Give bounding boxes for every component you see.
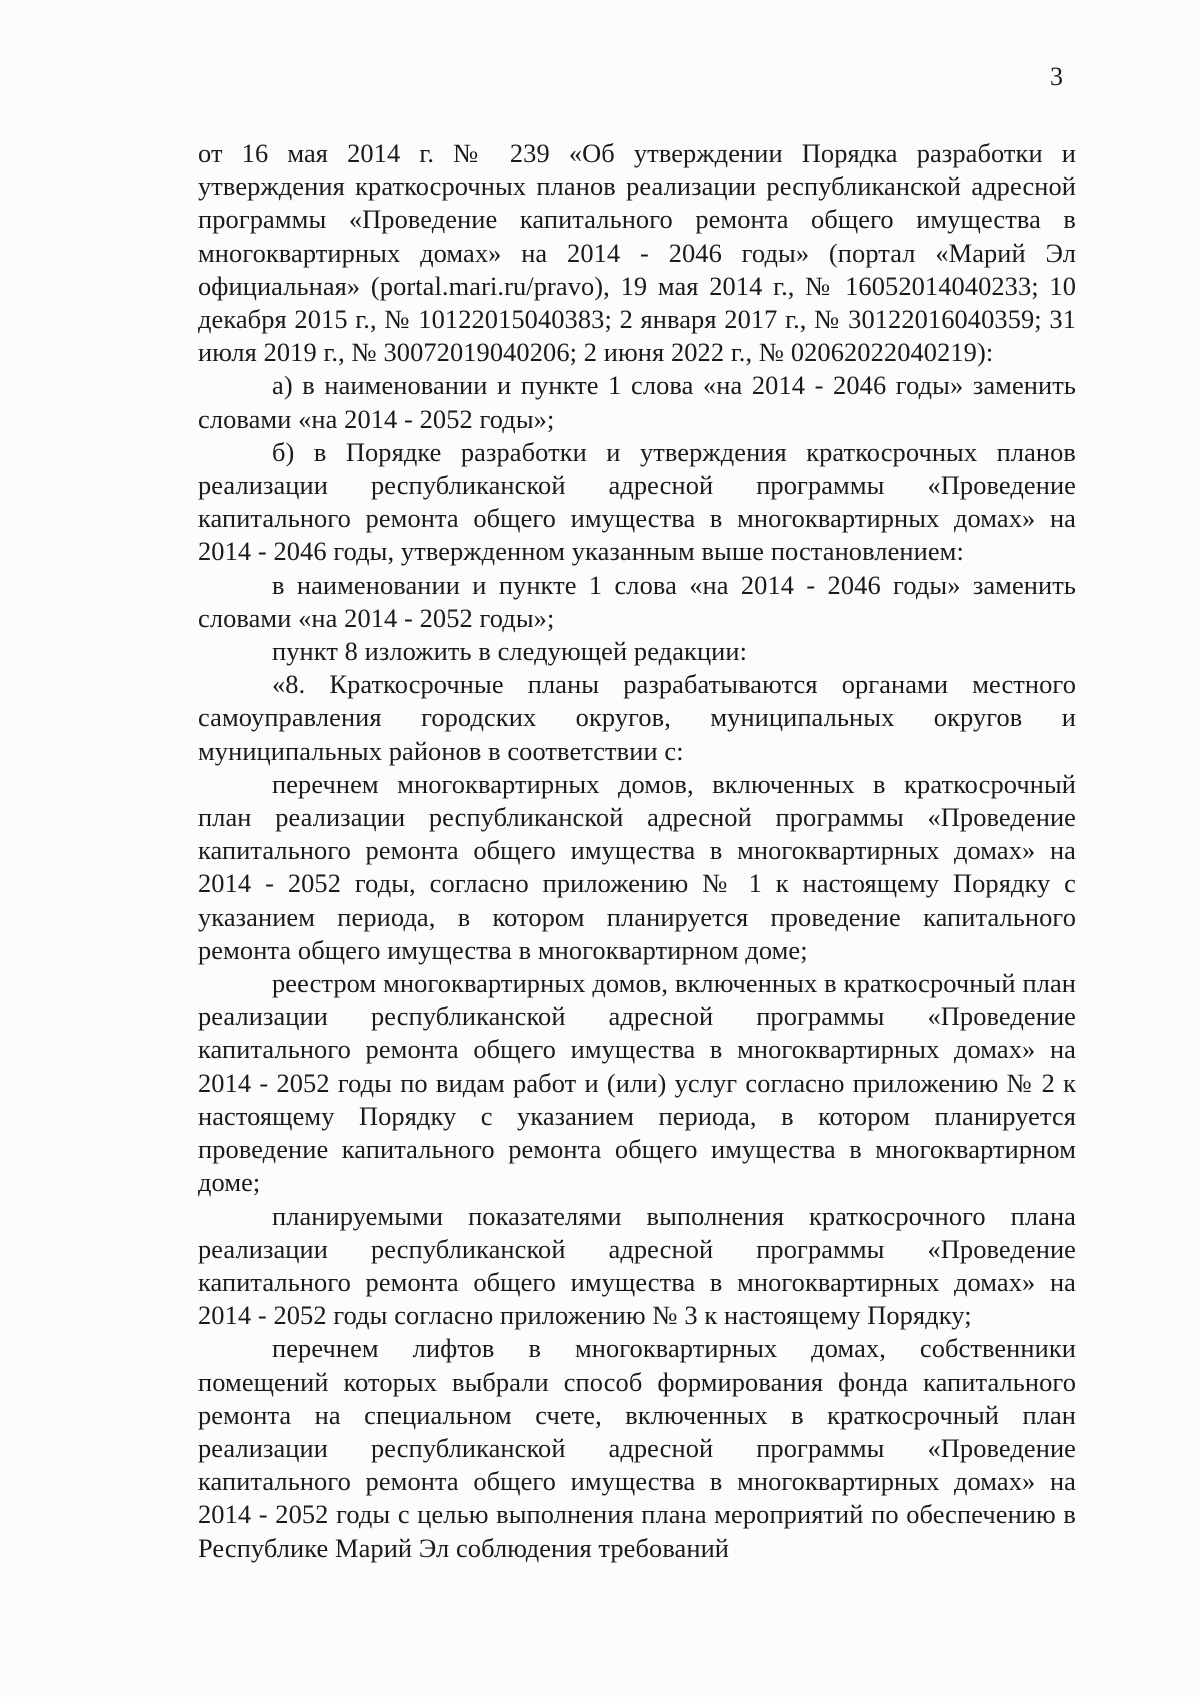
paragraph-list-elevators: перечнем лифтов в многоквартирных домах, собственники помещений которых выбрали способ формирования фонда капитального ремонта на специальном счете, включенных в краткосрочный план реализации республиканской адресной программы «Проведение капитального ремонта общего имущества в многоквартирных домах» на 2014 - 2052 годы с целью выполнения плана мероприятий по обеспечению в Республике Марий Эл соблюдения требований — [198, 1333, 1076, 1563]
paragraph-planned-indicators: планируемыми показателями выполнения краткосрочного плана реализации республиканской адресной программы «Проведение капитального ремонта общего имущества в многоквартирных домах» на 2014 - 2052 годы согласно приложению № 3 к настоящему Порядку; — [198, 1200, 1076, 1331]
document-body — [198, 137, 1076, 1565]
page-number: 3 — [1050, 62, 1063, 91]
paragraph-title-change: в наименовании и пункте 1 слова «на 2014 - 2046 годы» заменить словами «на 2014 - 2052 годы»; — [198, 569, 1076, 633]
paragraph-point-8-text: «8. Краткосрочные планы разрабатываются органами местного самоуправления городских округов, муниципальных округов и муниципальных районов в соответствии с: — [198, 669, 1076, 766]
paragraph-item-a: а) в наименовании и пункте 1 слова «на 2014 - 2046 годы» заменить словами «на 2014 - 2052 годы»; — [198, 370, 1076, 434]
paragraph-registry-houses: реестром многоквартирных домов, включенных в краткосрочный план реализации республиканской адресной программы «Проведение капитального ремонта общего имущества в многоквартирных домах» на 2014 - 2052 годы по видам работ и (или) услуг согласно приложению № 2 к настоящему Порядку с указанием периода, в котором планируется проведение капитального ремонта общего имущества в многоквартирном доме; — [198, 968, 1076, 1198]
paragraph-item-b: б) в Порядке разработки и утверждения краткосрочных планов реализации республиканской адресной программы «Проведение капитального ремонта общего имущества в многоквартирных домах» на 2014 - 2046 годы, утвержденном указанным выше постановлением: — [198, 436, 1076, 567]
paragraph-list-houses: перечнем многоквартирных домов, включенных в краткосрочный план реализации республиканской адресной программы «Проведение капитального ремонта общего имущества в многоквартирных домах» на 2014 - 2052 годы, согласно приложению № 1 к настоящему Порядку с указанием периода, в котором планируется проведение капитального ремонта общего имущества в многоквартирном доме; — [198, 768, 1076, 965]
paragraph-decree-reference: от 16 мая 2014 г. № 239 «Об утверждении Порядка разработки и утверждения краткосрочных планов реализации республиканской адресной программы «Проведение капитального ремонта общего имущества в многоквартирных домах» на 2014 - 2046 годы» (портал «Марий Эл официальная» (portal.mari.ru/pravo), 19 мая 2014 г., № 16052014040233; 10 декабря 2015 г., № 10122015040383; 2 января 2017 г., № 30122016040359; 31 июля 2019 г., № 30072019040206; 2 июня 2022 г., № 02062022040219): — [198, 138, 1076, 368]
paragraph-point-8-intro: пункт 8 изложить в следующей редакции: — [272, 636, 748, 667]
